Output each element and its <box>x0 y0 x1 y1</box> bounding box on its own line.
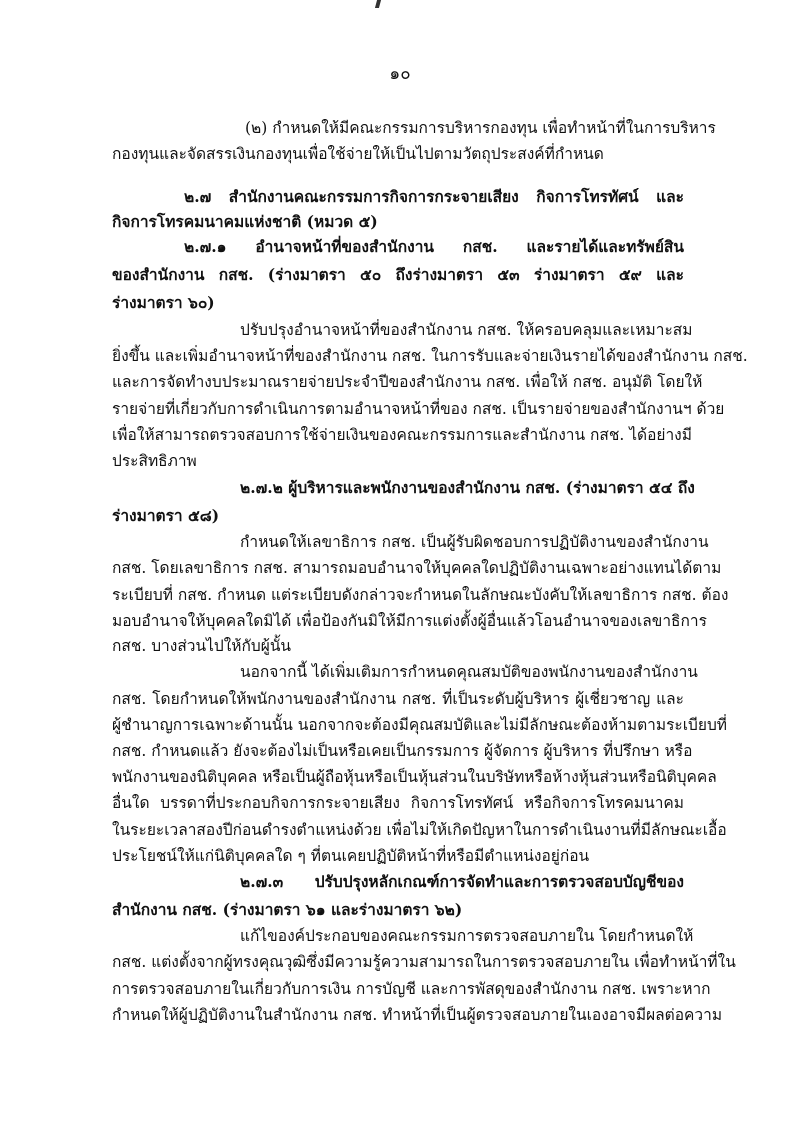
paragraph-line: เพื่อให้สามารถตรวจสอบการใช้จ่ายเงินของคณะกรรมการและสำนักงาน กสช. ได้อย่างมี <box>112 426 692 444</box>
paragraph-line: และการจัดทำงบประมาณรายจ่ายประจำปีของสำนักงาน กสช. เพื่อให้ กสช. อนุมัติ โดยให้ <box>112 373 703 391</box>
paragraph-line: ประสิทธิภาพ <box>112 452 197 470</box>
paragraph-line: พนักงานของนิติบุคคล หรือเป็นผู้ถือหุ้นหรือเป็นหุ้นส่วนในบริษัทหรือห้างหุ้นส่วนหรือนิติบุคคล <box>112 768 717 786</box>
subsection-heading-line: ๒.๗.๑ อำนาจหน้าที่ของสำนักงาน กสช. และรายได้และทรัพย์สิน <box>184 237 684 256</box>
paragraph-line: กองทุนและจัดสรรเงินกองทุนเพื่อใช้จ่ายให้เป็นไปตามวัตถุประสงค์ที่กำหนด <box>112 145 604 163</box>
paragraph-line: กสช. โดยกำหนดให้พนักงานของสำนักงาน กสช. ที่เป็นระดับผู้บริหาร ผู้เชี่ยวชาญ และ <box>112 690 684 708</box>
subsection-heading-line: ร่างมาตรา ๕๘) <box>112 506 220 525</box>
paragraph-line: ประโยชน์ให้แก่นิติบุคคลใด ๆ ที่ตนเคยปฏิบัติหน้าที่หรือมีตำแหน่งอยู่ก่อน <box>112 847 590 865</box>
paragraph-line: ระเบียบที่ กสช. กำหนด แต่ระเบียบดังกล่าวจะกำหนดในลักษณะบังคับให้เลขาธิการ กสช. ต้อง <box>112 586 729 604</box>
paragraph-line: กำหนดให้ผู้ปฏิบัติงานในสำนักงาน กสช. ทำหน้าที่เป็นผู้ตรวจสอบภายในเองอาจมีผลต่อความ <box>112 1006 723 1024</box>
paragraph-line: กสช. บางส่วนไปให้กับผู้นั้น <box>112 637 292 655</box>
subsection-heading-line: สำนักงาน กสช. (ร่างมาตรา ๖๑ และร่างมาตรา ๖๒) <box>112 900 463 919</box>
paragraph-line: ในระยะเวลาสองปีก่อนดำรงตำแหน่งด้วย เพื่อไม่ให้เกิดปัญหาในการดำเนินงานที่มีลักษณะเอื้อ <box>112 821 727 839</box>
paragraph-line: ปรับปรุงอำนาจหน้าที่ของสำนักงาน กสช. ให้ครอบคลุมและเหมาะสม <box>240 321 693 339</box>
paragraph-line: รายจ่ายที่เกี่ยวกับการดำเนินการตามอำนาจหน้าที่ของ กสช. เป็นรายจ่ายของสำนักงานฯ ด้วย <box>112 400 725 418</box>
paragraph-line: มอบอำนาจให้บุคคลใดมิได้ เพื่อป้องกันมิให้มีการแต่งตั้งผู้อื่นแล้วโอนอำนาจของเลขาธิการ <box>112 612 707 630</box>
subsection-heading-line: ๒.๗.๒ ผู้บริหารและพนักงานของสำนักงาน กสช. (ร่างมาตรา ๕๔ ถึง <box>240 478 695 497</box>
subsection-heading-line: ร่างมาตรา ๖๐) <box>112 293 215 312</box>
paragraph-line: กสช. แต่งตั้งจากผู้ทรงคุณวุฒิซึ่งมีความรู้ความสามารถในการตรวจสอบภายใน เพื่อทำหน้าที่ใน <box>112 953 736 971</box>
paragraph-line: กสช. กำหนดแล้ว ยังจะต้องไม่เป็นหรือเคยเป็นกรรมการ ผู้จัดการ ผู้บริหาร ที่ปรึกษา หรือ <box>112 742 693 760</box>
paragraph-line: การตรวจสอบภายในเกี่ยวกับการเงิน การบัญชี และการพัสดุของสำนักงาน กสช. เพราะหาก <box>112 980 711 998</box>
section-heading-line: กิจการโทรคมนาคมแห่งชาติ (หมวด ๕) <box>112 212 378 231</box>
paragraph-line: (๒) กำหนดให้มีคณะกรรมการบริหารกองทุน เพื่อทำหน้าที่ในการบริหาร <box>245 119 716 137</box>
paragraph-line: นอกจากนี้ ได้เพิ่มเติมการกำหนดคุณสมบัติของพนักงานของสำนักงาน <box>240 663 698 681</box>
section-heading-line: ๒.๗ สำนักงานคณะกรรมการกิจการกระจายเสียง กิจการโทรทัศน์ และ <box>184 187 684 206</box>
paragraph-line: กำหนดให้เลขาธิการ กสช. เป็นผู้รับผิดชอบการปฏิบัติงานของสำนักงาน <box>240 533 709 551</box>
subsection-heading-line: ของสำนักงาน กสช. (ร่างมาตรา ๕๐ ถึงร่างมาตรา ๕๓ ร่างมาตรา ๕๙ และ <box>112 265 684 284</box>
paragraph-line: ยิ่งขึ้น และเพิ่มอำนาจหน้าที่ของสำนักงาน กสช. ในการรับและจ่ายเงินรายได้ของสำนักงาน กสช. <box>112 347 748 365</box>
paragraph-line: กสช. โดยเลขาธิการ กสช. สามารถมอบอำนาจให้บุคคลใดปฏิบัติงานเฉพาะอย่างแทนได้ตาม <box>112 559 722 577</box>
page-number: ๑๐ <box>389 64 411 84</box>
paragraph-line: แก้ไของค์ประกอบของคณะกรรมการตรวจสอบภายใน โดยกำหนดให้ <box>240 927 694 945</box>
subsection-heading-line: ๒.๗.๓ ปรับปรุงหลักเกณฑ์การจัดทำและการตรวจสอบบัญชีของ <box>240 872 684 891</box>
scan-mark <box>375 0 381 8</box>
paragraph-line: ผู้ชำนาญการเฉพาะด้านนั้น นอกจากจะต้องมีคุณสมบัติและไม่มีลักษณะต้องห้ามตามระเบียบที่ <box>112 716 728 734</box>
paragraph-line: อื่นใด บรรดาที่ประกอบกิจการกระจายเสียง กิจการโทรทัศน์ หรือกิจการโทรคมนาคม <box>112 794 684 812</box>
